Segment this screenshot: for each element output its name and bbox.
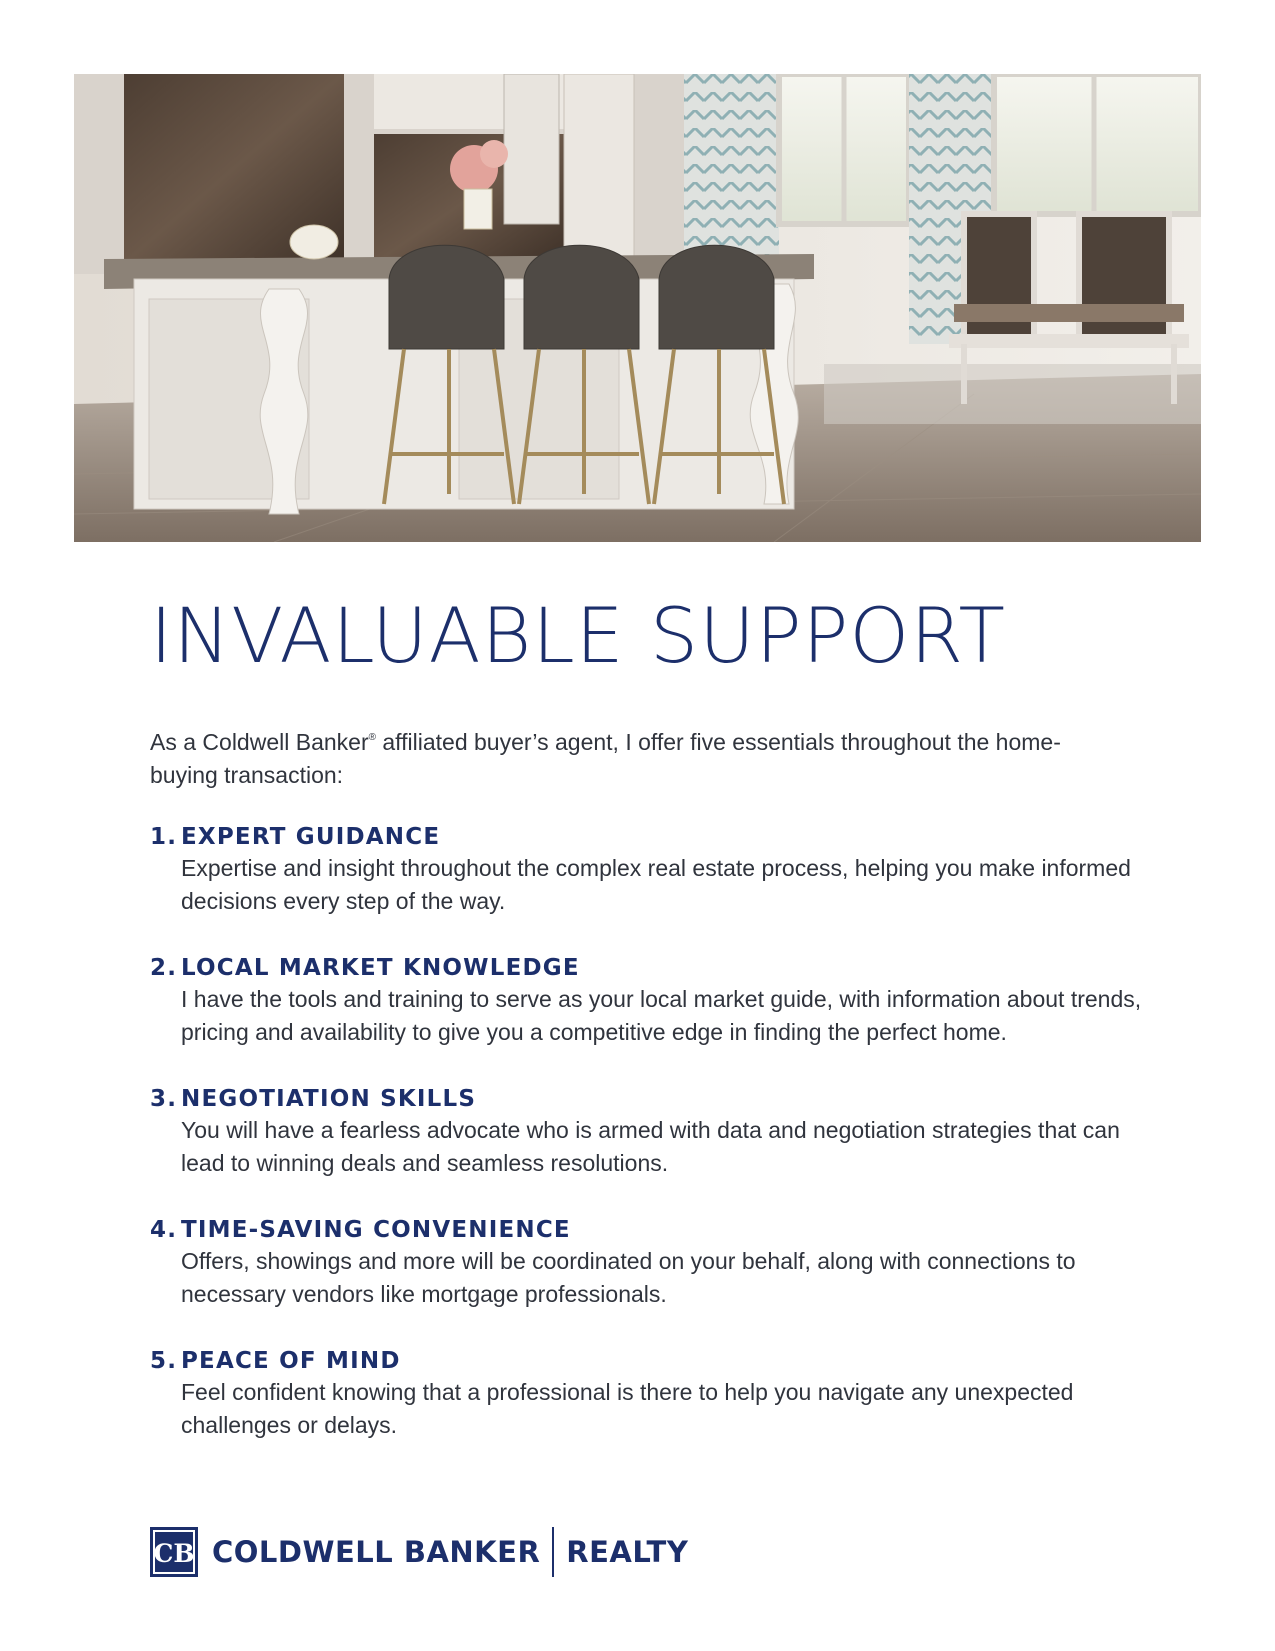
item-description: Expertise and insight throughout the complex real estate process, helping you make informed decisions every step of the way. [181,855,1131,914]
registered-mark: ® [368,732,376,743]
item-number: 1. [150,824,178,850]
intro-text-before: As a Coldwell Banker [150,729,369,755]
item-heading [150,1346,1160,1376]
logo-initials: CB [153,1539,195,1568]
item-number: 5. [150,1348,178,1374]
item-number: 3. [150,1086,178,1112]
brand-footer [150,1527,688,1577]
kitchen-photo-illustration [74,74,1201,542]
item-title: LOCAL MARKET KNOWLEDGE [181,955,580,981]
item-description: You will have a fearless advocate who is armed with data and negotiation strategies that can lead to winning deals and seamless resolutions. [181,1117,1120,1176]
list-item [150,1215,1160,1311]
item-heading [150,822,1160,852]
item-number: 2. [150,955,178,981]
item-heading [150,1084,1160,1114]
item-title: EXPERT GUIDANCE [181,824,441,850]
item-title: PEACE OF MIND [181,1348,401,1374]
list-item [150,1084,1160,1180]
item-heading [150,1215,1160,1245]
brand-subname: REALTY [566,1535,689,1569]
list-item [150,1346,1160,1442]
item-number: 4. [150,1217,178,1243]
list-item [150,822,1160,918]
intro-paragraph [150,721,1070,792]
list-item [150,953,1160,1049]
brand-name: COLDWELL BANKER [212,1535,541,1569]
cb-logo-icon [150,1527,198,1577]
item-description: Offers, showings and more will be coordinated on your behalf, along with connections to necessary vendors like mortgage professionals. [181,1248,1076,1307]
item-title: TIME-SAVING CONVENIENCE [181,1217,571,1243]
item-description: I have the tools and training to serve as your local market guide, with information about trends, pricing and availability to give you a competitive edge in finding the perfect home. [181,986,1142,1045]
item-heading [150,953,1160,983]
item-description: Feel confident knowing that a professional is there to help you navigate any unexpected challenges or delays. [181,1379,1074,1438]
page-title: INVALUABLE SUPPORT [150,591,1006,680]
intro-text-after: affiliated buyer’s agent, I offer five essentials throughout the home-buying transaction: [150,729,1061,788]
brand-divider [552,1527,554,1577]
hero-image [74,74,1201,542]
item-title: NEGOTIATION SKILLS [181,1086,477,1112]
